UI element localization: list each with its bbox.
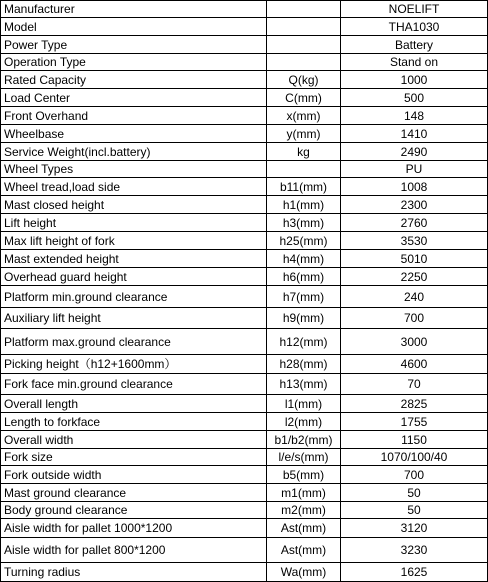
spec-value: 3230 <box>341 538 488 563</box>
spec-label: Turning radius <box>1 563 267 582</box>
spec-value: 148 <box>341 107 488 125</box>
table-row <box>1 466 488 484</box>
spec-label: Auxiliary lift height <box>1 308 267 329</box>
table-row <box>1 449 488 466</box>
spec-unit <box>267 161 341 178</box>
table-row <box>1 355 488 374</box>
spec-unit: h25(mm) <box>267 232 341 250</box>
spec-value: 70 <box>341 374 488 395</box>
spec-label: Mast ground clearance <box>1 484 267 502</box>
table-row <box>1 18 488 36</box>
spec-label: Length to forkface <box>1 413 267 431</box>
spec-unit: Ast(mm) <box>267 538 341 563</box>
spec-value: 50 <box>341 484 488 502</box>
spec-label: Overall length <box>1 395 267 413</box>
spec-unit: Q(kg) <box>267 71 341 89</box>
table-row <box>1 125 488 143</box>
spec-unit: l1(mm) <box>267 395 341 413</box>
spec-value: 3000 <box>341 329 488 355</box>
spec-label: Operation Type <box>1 54 267 71</box>
spec-label: Rated Capacity <box>1 71 267 89</box>
table-row <box>1 71 488 89</box>
spec-value: 2250 <box>341 268 488 286</box>
spec-table-body <box>1 1 488 582</box>
table-row <box>1 178 488 196</box>
spec-label: Manufacturer <box>1 1 267 18</box>
spec-unit: h1(mm) <box>267 196 341 214</box>
spec-label: Lift height <box>1 214 267 232</box>
spec-value: PU <box>341 161 488 178</box>
spec-unit: h4(mm) <box>267 250 341 268</box>
spec-label: Fork face min.ground clearance <box>1 374 267 395</box>
table-row <box>1 286 488 308</box>
table-row <box>1 89 488 107</box>
spec-value: 2300 <box>341 196 488 214</box>
spec-value: 3530 <box>341 232 488 250</box>
spec-value: 1410 <box>341 125 488 143</box>
spec-unit <box>267 18 341 36</box>
table-row <box>1 308 488 329</box>
spec-unit: Ast(mm) <box>267 519 341 538</box>
spec-label: Overall width <box>1 431 267 449</box>
spec-label: Fork size <box>1 449 267 466</box>
spec-value: 1008 <box>341 178 488 196</box>
spec-unit: x(mm) <box>267 107 341 125</box>
spec-unit: m2(mm) <box>267 502 341 519</box>
spec-unit: h28(mm) <box>267 355 341 374</box>
spec-label: Wheel tread,load side <box>1 178 267 196</box>
spec-unit: h6(mm) <box>267 268 341 286</box>
spec-label: Aisle width for pallet 800*1200 <box>1 538 267 563</box>
spec-label: Picking height（h12+1600mm） <box>1 355 267 374</box>
spec-value: 1070/100/40 <box>341 449 488 466</box>
table-row <box>1 143 488 161</box>
spec-value: 500 <box>341 89 488 107</box>
spec-value: NOELIFT <box>341 1 488 18</box>
spec-unit: kg <box>267 143 341 161</box>
spec-value: 50 <box>341 502 488 519</box>
spec-value: 1755 <box>341 413 488 431</box>
spec-unit: h3(mm) <box>267 214 341 232</box>
spec-value: 1625 <box>341 563 488 582</box>
spec-unit: l2(mm) <box>267 413 341 431</box>
table-row <box>1 484 488 502</box>
spec-value: 5010 <box>341 250 488 268</box>
spec-label: Platform max.ground clearance <box>1 329 267 355</box>
table-row <box>1 161 488 178</box>
spec-unit: h13(mm) <box>267 374 341 395</box>
spec-value: 4600 <box>341 355 488 374</box>
table-row <box>1 107 488 125</box>
spec-unit: b5(mm) <box>267 466 341 484</box>
table-row <box>1 329 488 355</box>
spec-label: Wheel Types <box>1 161 267 178</box>
spec-label: Overhead guard height <box>1 268 267 286</box>
spec-unit: C(mm) <box>267 89 341 107</box>
table-row <box>1 36 488 54</box>
spec-value: 700 <box>341 466 488 484</box>
spec-label: Aisle width for pallet 1000*1200 <box>1 519 267 538</box>
spec-unit: h12(mm) <box>267 329 341 355</box>
spec-unit: m1(mm) <box>267 484 341 502</box>
spec-unit: h7(mm) <box>267 286 341 308</box>
spec-value: Battery <box>341 36 488 54</box>
spec-value: 3120 <box>341 519 488 538</box>
spec-unit <box>267 54 341 71</box>
spec-value: 240 <box>341 286 488 308</box>
spec-label: Model <box>1 18 267 36</box>
spec-unit: y(mm) <box>267 125 341 143</box>
spec-unit <box>267 1 341 18</box>
table-row <box>1 413 488 431</box>
spec-value: 1150 <box>341 431 488 449</box>
spec-label: Max lift height of fork <box>1 232 267 250</box>
spec-label: Fork outside width <box>1 466 267 484</box>
table-row <box>1 196 488 214</box>
spec-label: Wheelbase <box>1 125 267 143</box>
spec-unit: h9(mm) <box>267 308 341 329</box>
table-row <box>1 502 488 519</box>
table-row <box>1 374 488 395</box>
spec-unit: l/e/s(mm) <box>267 449 341 466</box>
spec-unit: b11(mm) <box>267 178 341 196</box>
spec-unit <box>267 36 341 54</box>
spec-label: Power Type <box>1 36 267 54</box>
table-row <box>1 214 488 232</box>
table-row <box>1 54 488 71</box>
spec-label: Load Center <box>1 89 267 107</box>
table-row <box>1 250 488 268</box>
table-row <box>1 268 488 286</box>
spec-value: Stand on <box>341 54 488 71</box>
spec-value: 1000 <box>341 71 488 89</box>
table-row <box>1 395 488 413</box>
spec-value: THA1030 <box>341 18 488 36</box>
spec-unit: Wa(mm) <box>267 563 341 582</box>
spec-unit: b1/b2(mm) <box>267 431 341 449</box>
spec-label: Mast closed height <box>1 196 267 214</box>
table-row <box>1 519 488 538</box>
spec-value: 700 <box>341 308 488 329</box>
spec-label: Front Overhand <box>1 107 267 125</box>
table-row <box>1 431 488 449</box>
spec-value: 2490 <box>341 143 488 161</box>
spec-value: 2760 <box>341 214 488 232</box>
spec-label: Mast extended height <box>1 250 267 268</box>
spec-label: Body ground clearance <box>1 502 267 519</box>
table-row <box>1 538 488 563</box>
spec-label: Service Weight(incl.battery) <box>1 143 267 161</box>
spec-label: Platform min.ground clearance <box>1 286 267 308</box>
table-row <box>1 1 488 18</box>
table-row <box>1 232 488 250</box>
table-row <box>1 563 488 582</box>
spec-value: 2825 <box>341 395 488 413</box>
